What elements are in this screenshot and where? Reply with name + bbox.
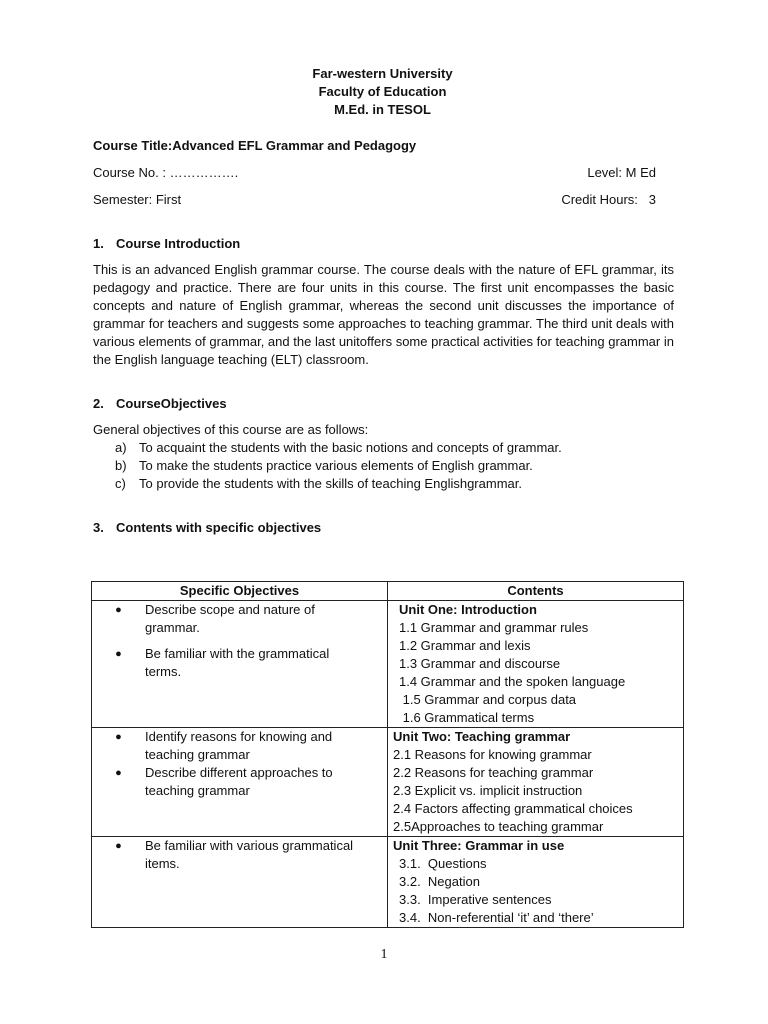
list-item-text: To make the students practice various elements of English grammar.: [139, 458, 533, 473]
objectives-intro: General objectives of this course are as follows:: [93, 422, 369, 437]
list-item: [92, 645, 387, 681]
content-item: 2.5Approaches to teaching grammar: [393, 819, 604, 834]
semester-row: [93, 191, 674, 209]
content-item: 1.6 Grammatical terms: [399, 710, 535, 725]
list-marker: a): [115, 440, 127, 455]
list-item: [115, 457, 674, 475]
semester: Semester: First: [93, 192, 182, 207]
bullet: ●: [115, 767, 122, 779]
section-heading-contents: [93, 519, 674, 537]
content-item: 2.2 Reasons for teaching grammar: [393, 765, 594, 780]
list-item: [115, 475, 674, 493]
content-item: 1.5 Grammar and corpus data: [399, 692, 577, 707]
course-title: Course Title:Advanced EFL Grammar and Pedagogy: [93, 138, 417, 153]
content-item: 2.3 Explicit vs. implicit instruction: [393, 783, 583, 798]
unit-title: Unit Two: Teaching grammar: [393, 729, 571, 744]
section-title: Course Introduction: [116, 236, 241, 251]
contents-cell: [388, 728, 684, 837]
document-page: [93, 65, 674, 537]
objective-text: Identify reasons for knowing and teaching grammar: [145, 729, 333, 762]
content-item: 1.2 Grammar and lexis: [399, 638, 531, 653]
table-header-row: [92, 582, 684, 601]
contents-cell: [388, 601, 684, 728]
objective-text: Describe scope and nature of grammar.: [145, 602, 315, 635]
content-item: 3.1. Questions: [399, 856, 487, 871]
column-header: Contents: [388, 582, 684, 601]
column-header: Specific Objectives: [92, 582, 388, 601]
section-heading-objectives: [93, 395, 674, 413]
objectives-cell: [92, 837, 388, 928]
objective-text: Be familiar with the grammatical terms.: [145, 646, 330, 679]
section-number: 1.: [93, 236, 104, 251]
unit-title: Unit Three: Grammar in use: [393, 838, 565, 853]
university-name: Far-western University: [312, 66, 453, 81]
objectives-cell: [92, 601, 388, 728]
credit-hours: Credit Hours: 3: [561, 192, 656, 207]
objective-text: Be familiar with various grammatical items.: [145, 838, 354, 871]
unit-title: Unit One: Introduction: [399, 602, 537, 617]
list-item-text: To provide the students with the skills of teaching Englishgrammar.: [139, 476, 522, 491]
bullet: ●: [115, 840, 122, 852]
content-item: 1.4 Grammar and the spoken language: [399, 674, 626, 689]
content-item: 1.1 Grammar and grammar rules: [399, 620, 589, 635]
bullet: ●: [115, 731, 122, 743]
list-item: [92, 728, 387, 764]
content-item: 2.4 Factors affecting grammatical choices: [393, 801, 633, 816]
section-title: CourseObjectives: [116, 396, 227, 411]
course-number-row: [93, 164, 674, 182]
objectives-cell: [92, 728, 388, 837]
program-name: M.Ed. in TESOL: [334, 102, 431, 117]
document-header: [91, 65, 674, 119]
bullet: ●: [115, 648, 122, 660]
list-item: [92, 601, 387, 637]
list-item: [92, 764, 387, 800]
intro-paragraph: This is an advanced English grammar course. The course deals with the nature of EFL grammar, its pedagogy and practice. There are four units in this course. The first unit encompasses the basic concepts and nature of English grammar, whereas the second unit discusses the importance of grammar for teachers and suggests some approaches to teaching grammar. The third unit deals with various elements of grammar, and the last unitoffers some practical activities for teaching grammar in the English language teaching (ELT) classroom.: [93, 262, 674, 367]
table-row: [92, 728, 684, 837]
objectives-list: [93, 439, 674, 493]
list-item-text: To acquaint the students with the basic notions and concepts of grammar.: [139, 440, 562, 455]
content-item: 3.3. Imperative sentences: [399, 892, 552, 907]
section-heading-intro: [93, 235, 674, 253]
list-marker: b): [115, 458, 127, 473]
list-item: [92, 837, 387, 873]
bullet: ●: [115, 604, 122, 616]
table-row: [92, 601, 684, 728]
page-number: 1: [380, 947, 388, 962]
content-item: 3.4. Non-referential ‘it’ and ‘there’: [399, 910, 594, 925]
list-item: [115, 439, 674, 457]
table-row: [92, 837, 684, 928]
course-number: Course No. : …………….: [93, 165, 239, 180]
course-level: Level: M Ed: [587, 165, 656, 180]
content-item: 2.1 Reasons for knowing grammar: [393, 747, 592, 762]
contents-cell: [388, 837, 684, 928]
objective-text: Describe different approaches to teaching grammar: [145, 765, 333, 798]
contents-table: [91, 581, 684, 928]
section-number: 2.: [93, 396, 104, 411]
section-number: 3.: [93, 520, 104, 535]
list-marker: c): [115, 476, 126, 491]
faculty-name: Faculty of Education: [318, 84, 447, 99]
section-title: Contents with specific objectives: [116, 520, 322, 535]
content-item: 3.2. Negation: [399, 874, 480, 889]
content-item: 1.3 Grammar and discourse: [399, 656, 561, 671]
